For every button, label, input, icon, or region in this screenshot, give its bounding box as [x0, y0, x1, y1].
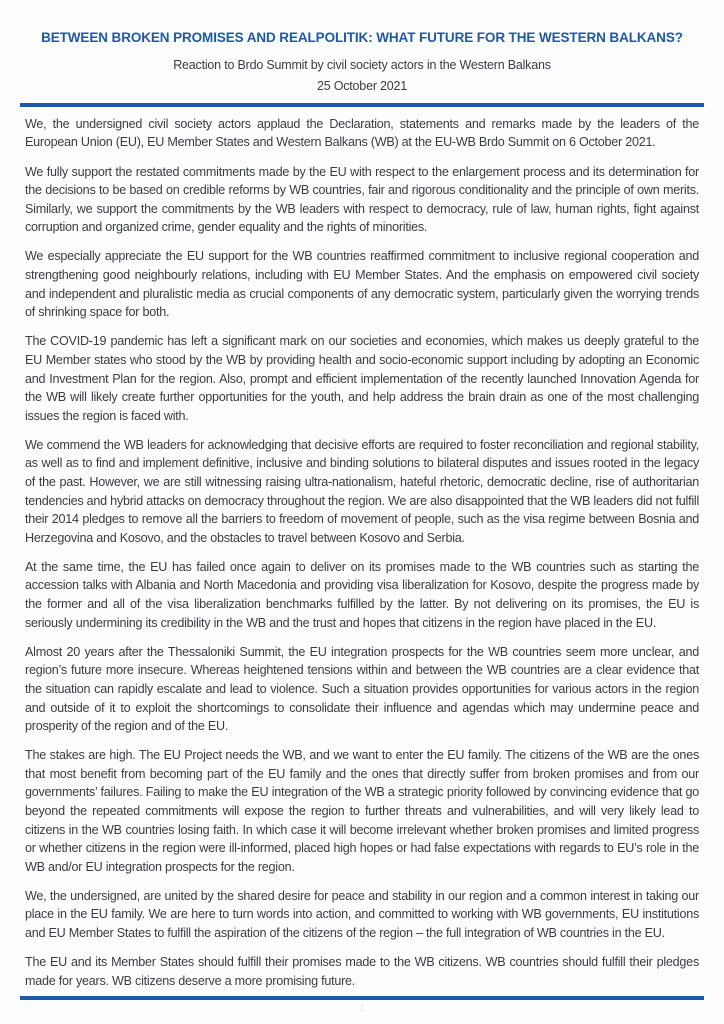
body-paragraph: We, the undersigned, are united by the shared desire for peace and stability in our region and a common interest in taking our place in the EU family. We are here to turn words into action, and committed to working with WB governments, EU institutions and EU Member States to fulfill the aspiration of the citizens of the region – the full integration of WB countries in the EU.	[25, 888, 699, 941]
document-title: BETWEEN BROKEN PROMISES AND REALPOLITIK: WHAT FUTURE FOR THE WESTERN BALKANS?	[41, 30, 683, 45]
page-number: 1	[358, 1002, 366, 1014]
body-paragraph: We especially appreciate the EU support for the WB countries reaffirmed commitment to inclusive regional cooperation and strengthening good neighbourly relations, including with EU Member States. And the emphasis on empowered civil society and independent and pluralistic media as crucial components of any democratic system, particularly given the worrying trends of shrinking space for both.	[25, 249, 699, 320]
document-header	[0, 0, 724, 107]
document-body	[25, 115, 699, 990]
body-paragraph: We commend the WB leaders for acknowledging that decisive efforts are required to foster reconciliation and regional stability, as well as to find and implement definitive, inclusive and binding solutions to bilateral disputes and issues rooted in the legacy of the past. However, we are still witnessing raising ultra-nationalism, hateful rhetoric, democratic decline, rise of authoritarian tendencies and hybrid attacks on democracy throughout the region. We are also disappointed that the WB leaders did not fulfill their 2014 pledges to remove all the barriers to freedom of movement of people, such as the visa regime between Bosnia and Herzegovina and Kosovo, and the obstacles to travel between Kosovo and Serbia.	[25, 437, 699, 545]
body-paragraph: Almost 20 years after the Thessaloniki Summit, the EU integration prospects for the WB countries seem more unclear, and region’s future more insecure. Whereas heightened tensions within and between the WB countries are a clear evidence that the situation can rapidly escalate and lead to violence. Such a situation provides opportunities for various actors in the region and outside of it to exploit the shortcomings to consolidate their influence and agendas which may undermine peace and prosperity of the region and of the EU.	[25, 644, 699, 734]
body-paragraph: The EU and its Member States should fulfill their promises made to the WB citizens. WB countries should fulfill their pledges made for years. WB citizens deserve a more promising future.	[25, 955, 699, 988]
footer-divider	[20, 996, 704, 1000]
document-date: 25 October 2021	[316, 78, 408, 93]
body-paragraph: At the same time, the EU has failed once again to deliver on its promises made to the WB countries such as starting the accession talks with Albania and North Macedonia and providing visa liberalization for Kosovo, despite the progress made by the former and all of the visa liberalization benchmarks fulfilled by the latter. By not delivering on its promises, the EU is seriously undermining its credibility in the WB and the trust and hopes that citizens in the region have placed in the EU.	[25, 559, 699, 630]
document-subtitle: Reaction to Brdo Summit by civil society actors in the Western Balkans	[173, 57, 551, 72]
body-paragraph: The COVID-19 pandemic has left a significant mark on our societies and economies, which makes us deeply grateful to the EU Member states who stood by the WB by providing health and socio-economic support including by adopting an Economic and Investment Plan for the region. Also, prompt and efficient implementation of the recently launched Innovation Agenda for the WB will likely create further opportunities for the youth, and help address the brain drain as one of the most challenging issues the region is faced with.	[25, 334, 699, 423]
body-paragraph: The stakes are high. The EU Project needs the WB, and we want to enter the EU family. The citizens of the WB are the ones that most benefit from becoming part of the EU family and the ones that directly suffer from broken promises and from our governments’ failures. Failing to make the EU integration of the WB a strategic priority followed by convincing evidence that go beyond the repeated commitments will expose the region to further threats and vulnerabilities, and will very likely lead to citizens in the WB countries losing faith. In which case it will become irrelevant whether broken promises and limited progress or whether citizens in the region were ill-informed, placed high hopes or had false expectations with regards to EU’s role in the WB and/or EU integration prospects for the region.	[25, 748, 699, 874]
body-paragraph: We fully support the restated commitments made by the EU with respect to the enlargement process and its determination for the decisions to be based on credible reforms by WB countries, fair and rigorous conditionality and the principle of own merits. Similarly, we support the commitments by the WB leaders with respect to democracy, rule of law, human rights, fight against corruption and organized crime, gender equality and the rights of minorities.	[25, 164, 699, 235]
body-paragraph: We, the undersigned civil society actors applaud the Declaration, statements and remarks made by the leaders of the European Union (EU), EU Member States and Western Balkans (WB) at the EU-WB Brdo Summit on 6 October 2021.	[25, 116, 699, 150]
header-divider	[20, 103, 704, 107]
document-footer	[0, 996, 724, 1024]
